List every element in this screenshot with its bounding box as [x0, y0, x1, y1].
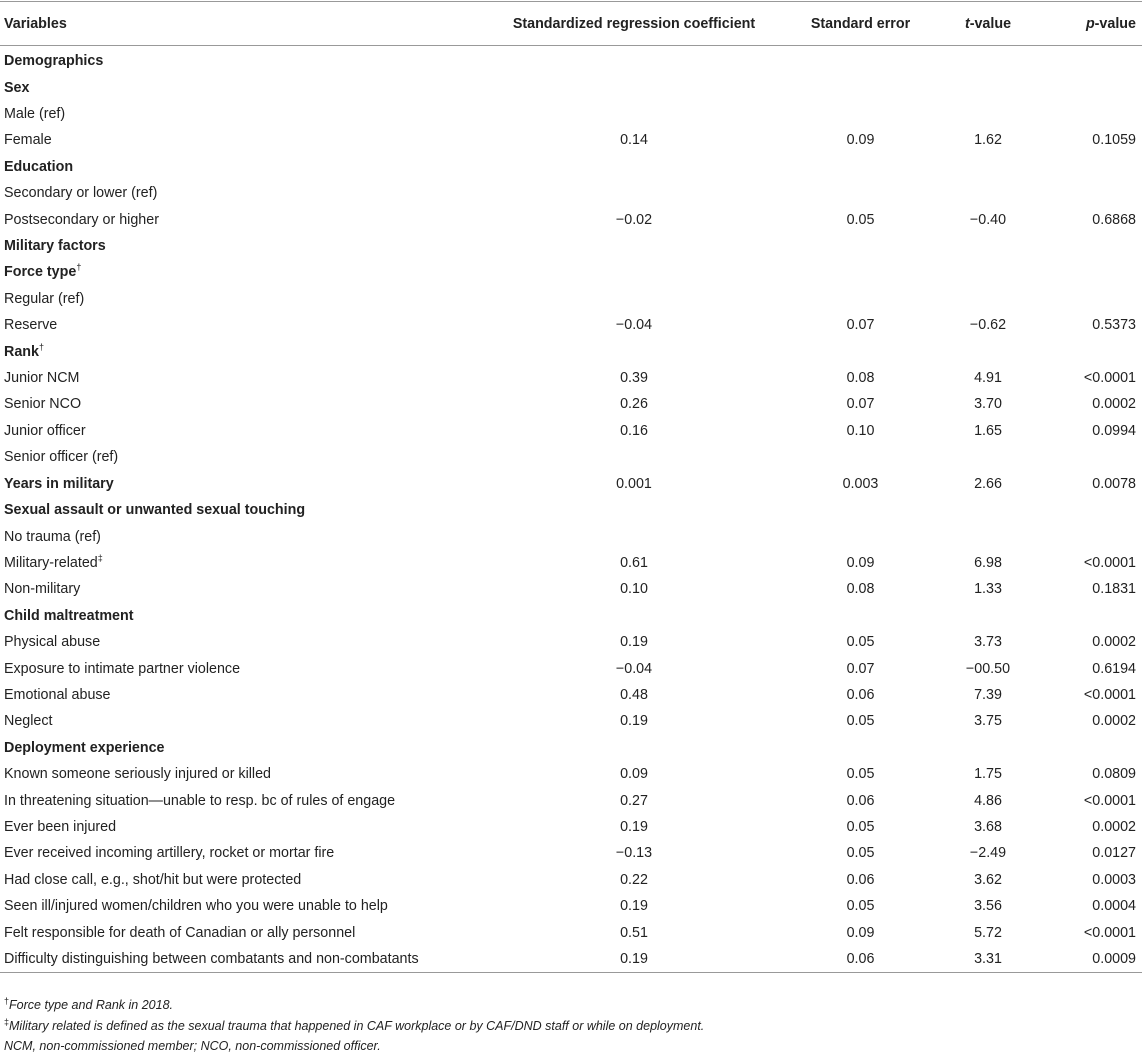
variable-label: [0, 233, 480, 259]
variable-label-text: Non-military: [4, 581, 81, 598]
variable-label-text: Male (ref): [4, 106, 66, 123]
p-value-cell: [1043, 603, 1142, 629]
standard-error-cell: 0.09: [846, 924, 875, 941]
coefficient-cell: 0.19: [620, 818, 648, 835]
table-row: [0, 206, 1142, 232]
coefficient-cell: [480, 180, 788, 206]
coefficient-cell: 0.61: [620, 554, 648, 571]
t-value-cell: 1.75: [974, 766, 1002, 783]
p-value-cell: 0.0002: [1092, 396, 1136, 413]
variable-label-text: In threatening situation—unable to resp. bc of rules of engage: [4, 792, 396, 809]
variable-label-text: Deployment experience: [4, 739, 165, 756]
footnote: [4, 1036, 1142, 1057]
variable-label: [0, 497, 480, 523]
p-value-cell: <0.0001: [1083, 370, 1136, 387]
variable-label: [0, 154, 480, 180]
t-value-cell: [933, 46, 1043, 75]
section-header-row: [0, 154, 1142, 180]
variable-label-text: Postsecondary or higher: [4, 211, 159, 228]
variable-label-text: Junior officer: [4, 422, 86, 439]
table-row: [0, 312, 1142, 338]
variable-label-text: Force type: [4, 264, 77, 281]
footnote: [4, 995, 1142, 1016]
standard-error-cell: [788, 444, 933, 470]
standard-error-cell: 0.06: [846, 871, 875, 888]
standard-error-cell: 0.09: [846, 554, 875, 571]
t-value-cell: [933, 180, 1043, 206]
variable-label: [0, 867, 480, 893]
variable-label: [0, 682, 480, 708]
footnote-marker: †: [76, 262, 82, 273]
coefficient-cell: 0.19: [620, 713, 648, 730]
p-value-cell: 0.0002: [1092, 818, 1136, 835]
p-value-cell: <0.0001: [1083, 554, 1136, 571]
table-row: [0, 708, 1142, 734]
t-suffix: -value: [969, 15, 1012, 32]
p-value-cell: 0.0809: [1092, 766, 1136, 783]
variable-label-text: No trauma (ref): [4, 528, 101, 545]
coefficient-cell: 0.51: [620, 924, 648, 941]
table-header-row: [0, 2, 1142, 46]
t-value-cell: 4.86: [974, 792, 1002, 809]
variable-label: [0, 946, 480, 973]
p-value-cell: [1043, 101, 1142, 127]
variable-label-text: Ever received incoming artillery, rocket or mortar fire: [4, 845, 335, 862]
variable-label-text: Seen ill/injured women/children who you were unable to help: [4, 898, 388, 915]
p-value-cell: <0.0001: [1083, 686, 1136, 703]
variable-label-text: Years in military: [4, 475, 114, 492]
variable-label-text: Secondary or lower (ref): [4, 185, 158, 202]
t-value-cell: [933, 444, 1043, 470]
t-value-cell: 3.56: [974, 898, 1002, 915]
p-suffix: -value: [1094, 15, 1136, 32]
col-header-coefficient: Standardized regression coefficient: [480, 2, 788, 46]
standard-error-cell: 0.06: [846, 792, 875, 809]
t-value-cell: [933, 233, 1043, 259]
variable-label-text: Regular (ref): [4, 290, 85, 307]
variable-label-text: Had close call, e.g., shot/hit but were protected: [4, 871, 302, 888]
standard-error-cell: 0.05: [846, 713, 875, 730]
footnote-marker: ‡: [97, 552, 103, 563]
t-value-cell: −2.49: [969, 845, 1007, 862]
p-value-cell: 0.0004: [1092, 898, 1136, 915]
p-value-cell: [1043, 46, 1142, 75]
variable-label: [0, 893, 480, 919]
table-row: [0, 444, 1142, 470]
p-value-cell: [1043, 497, 1142, 523]
t-value-cell: [933, 259, 1043, 285]
coefficient-cell: 0.27: [620, 792, 648, 809]
standard-error-cell: 0.07: [846, 396, 875, 413]
coefficient-cell: 0.001: [616, 475, 652, 492]
coefficient-cell: 0.14: [620, 132, 648, 149]
variable-label: [0, 391, 480, 417]
t-value-cell: [933, 735, 1043, 761]
table-footnotes: [4, 995, 1142, 1057]
p-value-cell: 0.0002: [1092, 634, 1136, 651]
variable-label: [0, 444, 480, 470]
t-value-cell: 7.39: [974, 686, 1002, 703]
section-header-row: [0, 338, 1142, 364]
standard-error-cell: [788, 101, 933, 127]
col-header-t-value: [933, 2, 1043, 46]
variable-label: [0, 603, 480, 629]
t-value-cell: 3.62: [974, 871, 1002, 888]
p-value-cell: 0.1059: [1092, 132, 1136, 149]
coefficient-cell: 0.39: [620, 370, 648, 387]
coefficient-cell: [480, 101, 788, 127]
variable-label: [0, 919, 480, 945]
variable-label-text: Known someone seriously injured or killed: [4, 766, 272, 783]
variable-label-text: Exposure to intimate partner violence: [4, 660, 241, 677]
p-italic: p: [1085, 15, 1095, 32]
variable-label: [0, 840, 480, 866]
t-value-cell: 3.68: [974, 818, 1002, 835]
coefficient-cell: 0.10: [620, 581, 648, 598]
variable-label: [0, 127, 480, 153]
footnote: [4, 1016, 1142, 1037]
variable-label: [0, 286, 480, 312]
coefficient-cell: [480, 259, 788, 285]
p-value-cell: [1043, 444, 1142, 470]
variable-label-text: Sex: [4, 79, 30, 96]
col-header-variables: Variables: [0, 2, 480, 46]
variable-label-text: Senior officer (ref): [4, 449, 119, 466]
variable-label-text: Female: [4, 132, 52, 149]
p-value-cell: [1043, 154, 1142, 180]
t-value-cell: [933, 523, 1043, 549]
variable-label: [0, 365, 480, 391]
standard-error-cell: 0.003: [842, 475, 879, 492]
t-value-cell: 2.66: [974, 475, 1002, 492]
variable-label-text: Ever been injured: [4, 818, 117, 835]
variable-label: [0, 206, 480, 232]
standard-error-cell: [788, 74, 933, 100]
coefficient-cell: [480, 154, 788, 180]
variable-label-text: Physical abuse: [4, 634, 101, 651]
t-value-cell: 6.98: [974, 554, 1002, 571]
variable-label-text: Felt responsible for death of Canadian or ally personnel: [4, 924, 356, 941]
table-row: [0, 814, 1142, 840]
t-value-cell: [933, 154, 1043, 180]
footnote-text: NCM, non-commissioned member; NCO, non-commissioned officer.: [4, 1039, 381, 1053]
table-row: [0, 787, 1142, 813]
p-value-cell: [1043, 74, 1142, 100]
coefficient-cell: 0.09: [620, 766, 648, 783]
table-row: [0, 101, 1142, 127]
coefficient-cell: −0.04: [615, 317, 653, 334]
p-value-cell: 0.0078: [1092, 475, 1136, 492]
table-row: [0, 127, 1142, 153]
table-row: [0, 286, 1142, 312]
standard-error-cell: 0.07: [846, 660, 875, 677]
footnote-symbol: ‡: [4, 1016, 10, 1027]
variable-label: [0, 814, 480, 840]
standard-error-cell: 0.08: [846, 370, 875, 387]
section-header-row: [0, 46, 1142, 75]
section-header-row: [0, 735, 1142, 761]
t-value-cell: [933, 286, 1043, 312]
variable-label: [0, 74, 480, 100]
standard-error-cell: [788, 603, 933, 629]
table-row: [0, 391, 1142, 417]
footnote-marker: †: [38, 341, 44, 352]
coefficient-cell: [480, 338, 788, 364]
coefficient-cell: [480, 74, 788, 100]
p-value-cell: 0.0003: [1092, 871, 1136, 888]
table-row: [0, 761, 1142, 787]
p-value-cell: 0.5373: [1092, 317, 1136, 334]
coefficient-cell: [480, 603, 788, 629]
t-value-cell: [933, 101, 1043, 127]
coefficient-cell: 0.26: [620, 396, 648, 413]
standard-error-cell: [788, 286, 933, 312]
section-header-row: [0, 603, 1142, 629]
p-value-cell: [1043, 286, 1142, 312]
standard-error-cell: 0.07: [846, 317, 875, 334]
variable-label: [0, 418, 480, 444]
t-value-cell: 4.91: [974, 370, 1002, 387]
t-value-cell: [933, 497, 1043, 523]
table-row: [0, 365, 1142, 391]
variable-label: [0, 735, 480, 761]
table-row: [0, 682, 1142, 708]
standard-error-cell: 0.05: [846, 845, 875, 862]
variable-label: [0, 180, 480, 206]
p-value-cell: 0.6194: [1092, 660, 1136, 677]
coefficient-cell: 0.19: [480, 946, 788, 973]
t-value-cell: 5.72: [974, 924, 1002, 941]
table-row: [0, 893, 1142, 919]
p-value-cell: 0.6868: [1092, 211, 1136, 228]
standard-error-cell: 0.09: [846, 132, 875, 149]
p-value-cell: [1043, 259, 1142, 285]
variable-label: [0, 787, 480, 813]
standard-error-cell: [788, 497, 933, 523]
t-value-cell: −00.50: [965, 660, 1011, 677]
col-header-standard-error: Standard error: [788, 2, 933, 46]
coefficient-cell: −0.13: [615, 845, 653, 862]
variable-label-text: Education: [4, 158, 74, 175]
table-row: [0, 867, 1142, 893]
t-value-cell: [933, 74, 1043, 100]
t-value-cell: −0.62: [969, 317, 1007, 334]
table-row: [0, 840, 1142, 866]
p-value-cell: [1043, 233, 1142, 259]
coefficient-cell: 0.16: [620, 422, 648, 439]
t-value-cell: 1.62: [974, 132, 1002, 149]
t-value-cell: 3.73: [974, 634, 1002, 651]
coefficient-cell: 0.22: [620, 871, 648, 888]
coefficient-cell: [480, 46, 788, 75]
variable-label: [0, 708, 480, 734]
standard-error-cell: 0.05: [846, 818, 875, 835]
standard-error-cell: 0.06: [846, 686, 875, 703]
t-value-cell: [933, 603, 1043, 629]
variable-label-text: Difficulty distinguishing between combatants and non-combatants: [4, 951, 419, 968]
p-value-cell: 0.0127: [1092, 845, 1136, 862]
standard-error-cell: [788, 233, 933, 259]
table-row: [0, 576, 1142, 602]
t-value-cell: 3.70: [974, 396, 1002, 413]
variable-label: [0, 259, 480, 285]
variable-label-text: Senior NCO: [4, 396, 82, 413]
coefficient-cell: [480, 523, 788, 549]
table-row: [0, 919, 1142, 945]
variable-label-text: Neglect: [4, 713, 53, 730]
standard-error-cell: [788, 338, 933, 364]
p-value-cell: [1043, 180, 1142, 206]
standard-error-cell: 0.08: [846, 581, 875, 598]
t-value-cell: −0.40: [969, 211, 1007, 228]
table-row: [0, 523, 1142, 549]
standard-error-cell: [788, 154, 933, 180]
coefficient-cell: 0.19: [620, 634, 648, 651]
p-value-cell: 0.0009: [1043, 946, 1142, 973]
t-italic: t: [964, 15, 970, 32]
variable-label-text: Military-related: [4, 554, 98, 571]
standard-error-cell: [788, 180, 933, 206]
variable-label: [0, 761, 480, 787]
section-header-row: [0, 497, 1142, 523]
variable-label-text: Sexual assault or unwanted sexual touching: [4, 502, 306, 519]
coefficient-cell: [480, 735, 788, 761]
coefficient-cell: −0.04: [615, 660, 653, 677]
variable-label: [0, 655, 480, 681]
coefficient-cell: [480, 233, 788, 259]
table-row: [0, 629, 1142, 655]
standard-error-cell: [788, 46, 933, 75]
variable-label-text: Emotional abuse: [4, 686, 111, 703]
table-row: [0, 946, 1142, 973]
footnote-symbol: †: [4, 996, 10, 1006]
coefficient-cell: 0.48: [620, 686, 648, 703]
variable-label-text: Junior NCM: [4, 370, 80, 387]
coefficient-cell: −0.02: [615, 211, 653, 228]
footnote-text: Force type and Rank in 2018.: [9, 998, 174, 1012]
section-header-row: [0, 259, 1142, 285]
p-value-cell: 0.0994: [1092, 422, 1136, 439]
table-body: [0, 46, 1142, 973]
t-value-cell: 3.31: [933, 946, 1043, 973]
standard-error-cell: 0.06: [788, 946, 933, 973]
variable-label: [0, 312, 480, 338]
table-row: [0, 418, 1142, 444]
table-row: [0, 655, 1142, 681]
standard-error-cell: 0.10: [846, 422, 875, 439]
variable-label: [0, 101, 480, 127]
variable-label-text: Rank: [4, 343, 39, 360]
coefficient-cell: [480, 497, 788, 523]
p-value-cell: [1043, 735, 1142, 761]
t-value-cell: [933, 338, 1043, 364]
variable-label-text: Reserve: [4, 317, 58, 334]
t-value-cell: 3.75: [974, 713, 1002, 730]
p-value-cell: 0.1831: [1092, 581, 1136, 598]
standard-error-cell: 0.05: [846, 634, 875, 651]
variable-label: [0, 523, 480, 549]
variable-label: [0, 46, 480, 75]
variable-label-text: Military factors: [4, 238, 106, 255]
coefficient-cell: [480, 286, 788, 312]
section-header-row: [0, 471, 1142, 497]
variable-label-text: Child maltreatment: [4, 607, 134, 624]
coefficient-cell: [480, 444, 788, 470]
p-value-cell: [1043, 338, 1142, 364]
coefficient-cell: 0.19: [620, 898, 648, 915]
standard-error-cell: 0.05: [846, 766, 875, 783]
variable-label: [0, 576, 480, 602]
t-value-cell: 1.33: [974, 581, 1002, 598]
variable-label: [0, 338, 480, 364]
standard-error-cell: [788, 259, 933, 285]
standard-error-cell: 0.05: [846, 898, 875, 915]
table-row: [0, 180, 1142, 206]
p-value-cell: 0.0002: [1092, 713, 1136, 730]
t-value-cell: 1.65: [974, 422, 1002, 439]
variable-label: [0, 629, 480, 655]
p-value-cell: <0.0001: [1083, 792, 1136, 809]
variable-label: [0, 471, 480, 497]
standard-error-cell: 0.05: [846, 211, 875, 228]
p-value-cell: [1043, 523, 1142, 549]
variable-label: [0, 550, 480, 576]
col-header-p-value: [1043, 2, 1142, 46]
variable-label-text: Demographics: [4, 53, 104, 70]
footnote-text: Military related is defined as the sexual trauma that happened in CAF workplace or by CAF/DND staff or while on deployment.: [9, 1018, 705, 1033]
section-header-row: [0, 74, 1142, 100]
standard-error-cell: [788, 523, 933, 549]
table-row: [0, 550, 1142, 576]
regression-table: [0, 1, 1142, 973]
standard-error-cell: [788, 735, 933, 761]
p-value-cell: <0.0001: [1083, 924, 1136, 941]
section-header-row: [0, 233, 1142, 259]
